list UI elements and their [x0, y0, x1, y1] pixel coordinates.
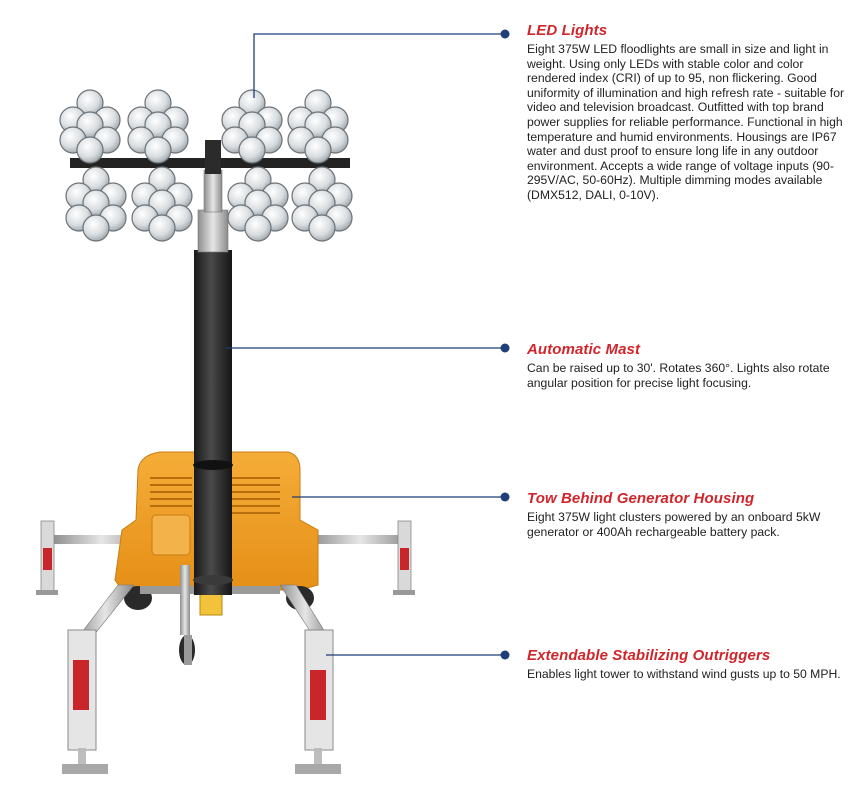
led-cluster-2	[128, 90, 188, 163]
leader-led-lights	[254, 34, 505, 98]
callout-generator-housing	[527, 490, 847, 539]
callout-title: Tow Behind Generator Housing	[527, 490, 755, 507]
callout-title: LED Lights	[527, 22, 608, 39]
led-cluster-1	[60, 90, 120, 163]
mast	[193, 170, 233, 595]
callout-outriggers	[527, 647, 847, 682]
callout-text: Can be raised up to 30'. Rotates 360°. Lights also rotate angular position for precise light focusing.	[527, 361, 830, 390]
led-cluster-6	[132, 167, 192, 241]
leader-dot-outriggers	[501, 651, 510, 660]
callout-title: Extendable Stabilizing Outriggers	[527, 647, 771, 664]
callout-automatic-mast	[527, 341, 847, 390]
led-cluster-5	[66, 167, 126, 241]
led-cluster-8	[292, 167, 352, 241]
callout-text: Enables light tower to withstand wind gusts up to 50 MPH.	[527, 667, 841, 681]
right-rear-outrigger	[310, 521, 415, 595]
led-cluster-7	[228, 167, 288, 241]
leader-dot-automatic-mast	[501, 344, 510, 353]
callout-text: Eight 375W light clusters powered by an onboard 5kW generator or 400Ah rechargeable battery pack.	[527, 510, 821, 539]
callout-text: Eight 375W LED floodlights are small in size and light in weight. Using only LEDs with stable color and color rendered index (CRI) of up to 95, non flickering. Good uniformity of illumination and high refresh rate - suitable for video and television broadcast. Outfitted with top brand power supplies for reliable performance. Functional in high temperature and humid environments. Housings are IP67 water and dust proof to ensure long life in any outdoor environment. Accepts a wide range of voltage inputs (90-295V/AC, 50-60Hz). Multiple dimming modes available (DMX512, DALI, 0-10V).	[527, 42, 845, 202]
leader-dot-led-lights	[501, 30, 510, 39]
left-front-outrigger	[62, 630, 108, 774]
led-cluster-4	[288, 90, 348, 163]
leader-dot-generator-housing	[501, 493, 510, 502]
callout-title: Automatic Mast	[527, 341, 641, 358]
led-cluster-3	[222, 90, 282, 163]
callout-led-lights	[527, 22, 847, 203]
right-front-outrigger	[295, 630, 341, 774]
